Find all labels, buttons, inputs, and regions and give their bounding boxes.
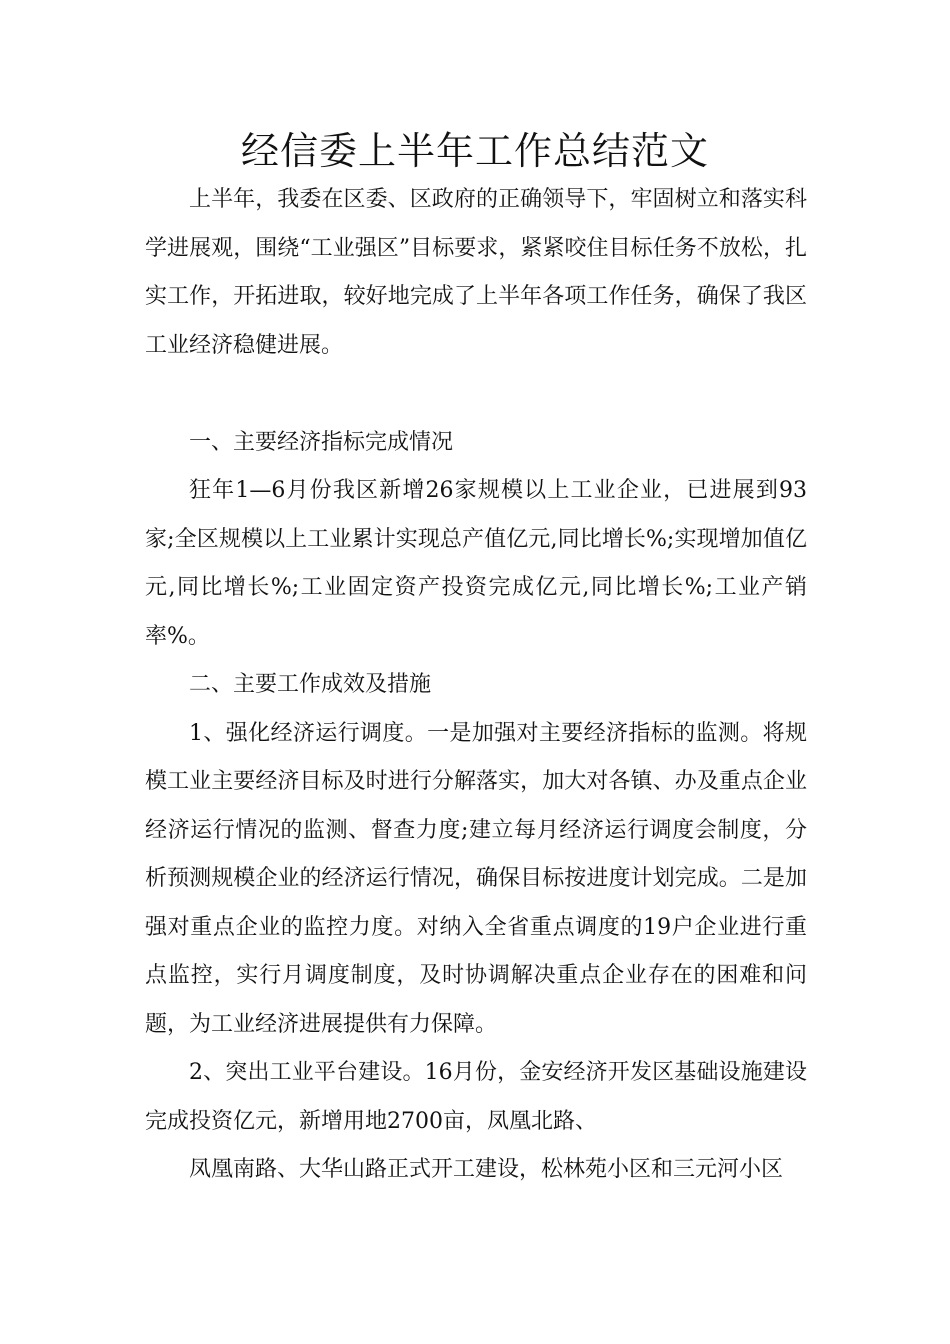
document-body — [145, 176, 807, 1195]
section-heading-1: 一、主要经济指标完成情况 — [189, 429, 454, 455]
continuation-paragraph: 凤凰南路、大华山路正式开工建设，松林苑小区和三元河小区 — [189, 1157, 784, 1182]
paragraph-spacer — [145, 370, 807, 419]
indicators-paragraph: 狂年1—6月份我区新增26家规模以上工业企业，已进展到93家;全区规模以上工业累计实现总产值亿元,同比增长%;实现增加值亿元,同比增长%;工业固定资产投资完成亿元,同比增长%;工业产销率%。 — [145, 478, 807, 649]
section-heading-2: 二、主要工作成效及措施 — [189, 672, 432, 697]
intro-paragraph: 上半年，我委在区委、区政府的正确领导下，牢固树立和落实科学进展观，围绕“工业强区”目标要求，紧紧咬住目标任务不放松，扎实工作，开拓进取，较好地完成了上半年各项工作任务，确保了我区工业经济稳健进展。 — [145, 187, 807, 358]
measure-1-paragraph: 1、强化经济运行调度。一是加强对主要经济指标的监测。将规模工业主要经济目标及时进行分解落实，加大对各镇、办及重点企业经济运行情况的监测、督查力度;建立每月经济运行调度会制度，分析预测规模企业的经济运行情况，确保目标按进度计划完成。二是加强对重点企业的监控力度。对纳入全省重点调度的19户企业进行重点监控，实行月调度制度，及时协调解决重点企业存在的困难和问题，为工业经济进展提供有力保障。 — [145, 720, 807, 1037]
document-title: 经信委上半年工作总结范文 — [240, 129, 709, 173]
measure-2-paragraph: 2、突出工业平台建设。16月份，金安经济开发区基础设施建设完成投资亿元，新增用地2700亩，凤凰北路、 — [145, 1060, 807, 1134]
